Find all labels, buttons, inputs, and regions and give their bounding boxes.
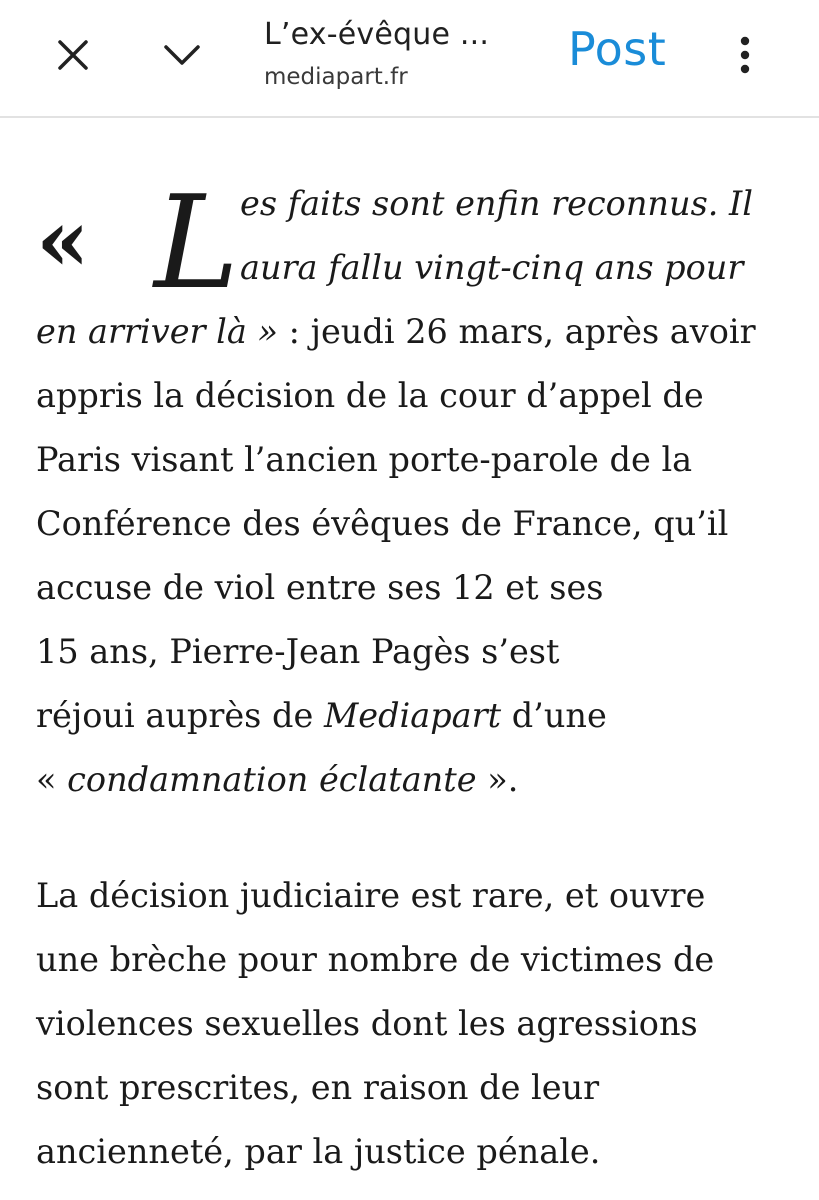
lead-line-10-a: « bbox=[36, 760, 68, 799]
lead-line-4: appris la décision de la cour d’appel de bbox=[36, 376, 704, 415]
page-title-block bbox=[264, 14, 554, 96]
lead-line-9-b: d’une bbox=[501, 696, 607, 735]
drop-cap-letter: L bbox=[154, 169, 239, 318]
publication-name: Mediapart bbox=[323, 696, 502, 735]
second-paragraph bbox=[36, 864, 796, 1184]
lead-line-3-text: : jeudi 26 mars, après avoir bbox=[278, 312, 756, 351]
lead-line-2: aura fallu vingt-cinq ans pour bbox=[240, 248, 744, 287]
lead-line-3 bbox=[36, 300, 796, 364]
post-button[interactable]: Post bbox=[568, 22, 667, 76]
para2-line-4: sont prescrites, en raison de leur bbox=[36, 1068, 600, 1107]
lead-line-6: Conférence des évêques de France, qu’il bbox=[36, 504, 729, 543]
close-icon bbox=[55, 37, 91, 73]
lead-line-9-a: réjoui auprès de bbox=[36, 696, 324, 735]
page-title: L’ex-évêque ... bbox=[264, 17, 490, 52]
lead-line-8: 15 ans, Pierre-Jean Pagès s’est bbox=[36, 632, 560, 671]
more-options-button[interactable] bbox=[713, 23, 777, 87]
quote-end: en arriver là » bbox=[36, 312, 279, 351]
para2-line-5: ancienneté, par la justice pénale. bbox=[36, 1132, 601, 1171]
close-button[interactable] bbox=[41, 23, 105, 87]
lead-line-1: es faits sont enfin reconnus. Il bbox=[240, 184, 754, 223]
para2-line-2: une brèche pour nombre de victimes de bbox=[36, 940, 715, 979]
lead-line-10 bbox=[36, 748, 796, 812]
para2-line-3: violences sexuelles dont les agressions bbox=[36, 1004, 698, 1043]
lead-line-9 bbox=[36, 684, 796, 748]
lead-paragraph bbox=[36, 169, 796, 812]
collapse-button[interactable] bbox=[150, 23, 214, 87]
article-body bbox=[36, 169, 796, 1184]
page-domain: mediapart.fr bbox=[264, 64, 408, 90]
drop-cap-quote: « bbox=[36, 190, 90, 291]
lead-line-10-b: ». bbox=[476, 760, 519, 799]
lead-line-5: Paris visant l’ancien porte-parole de la bbox=[36, 440, 693, 479]
para2-line-1: La décision judiciaire est rare, et ouvre bbox=[36, 876, 706, 915]
browser-toolbar bbox=[0, 0, 819, 118]
more-vert-icon bbox=[739, 35, 751, 75]
drop-cap-lines bbox=[36, 172, 796, 300]
quoted-phrase: condamnation éclatante bbox=[67, 760, 477, 799]
chevron-down-icon bbox=[162, 41, 202, 69]
lead-line-7: accuse de viol entre ses 12 et ses bbox=[36, 568, 604, 607]
